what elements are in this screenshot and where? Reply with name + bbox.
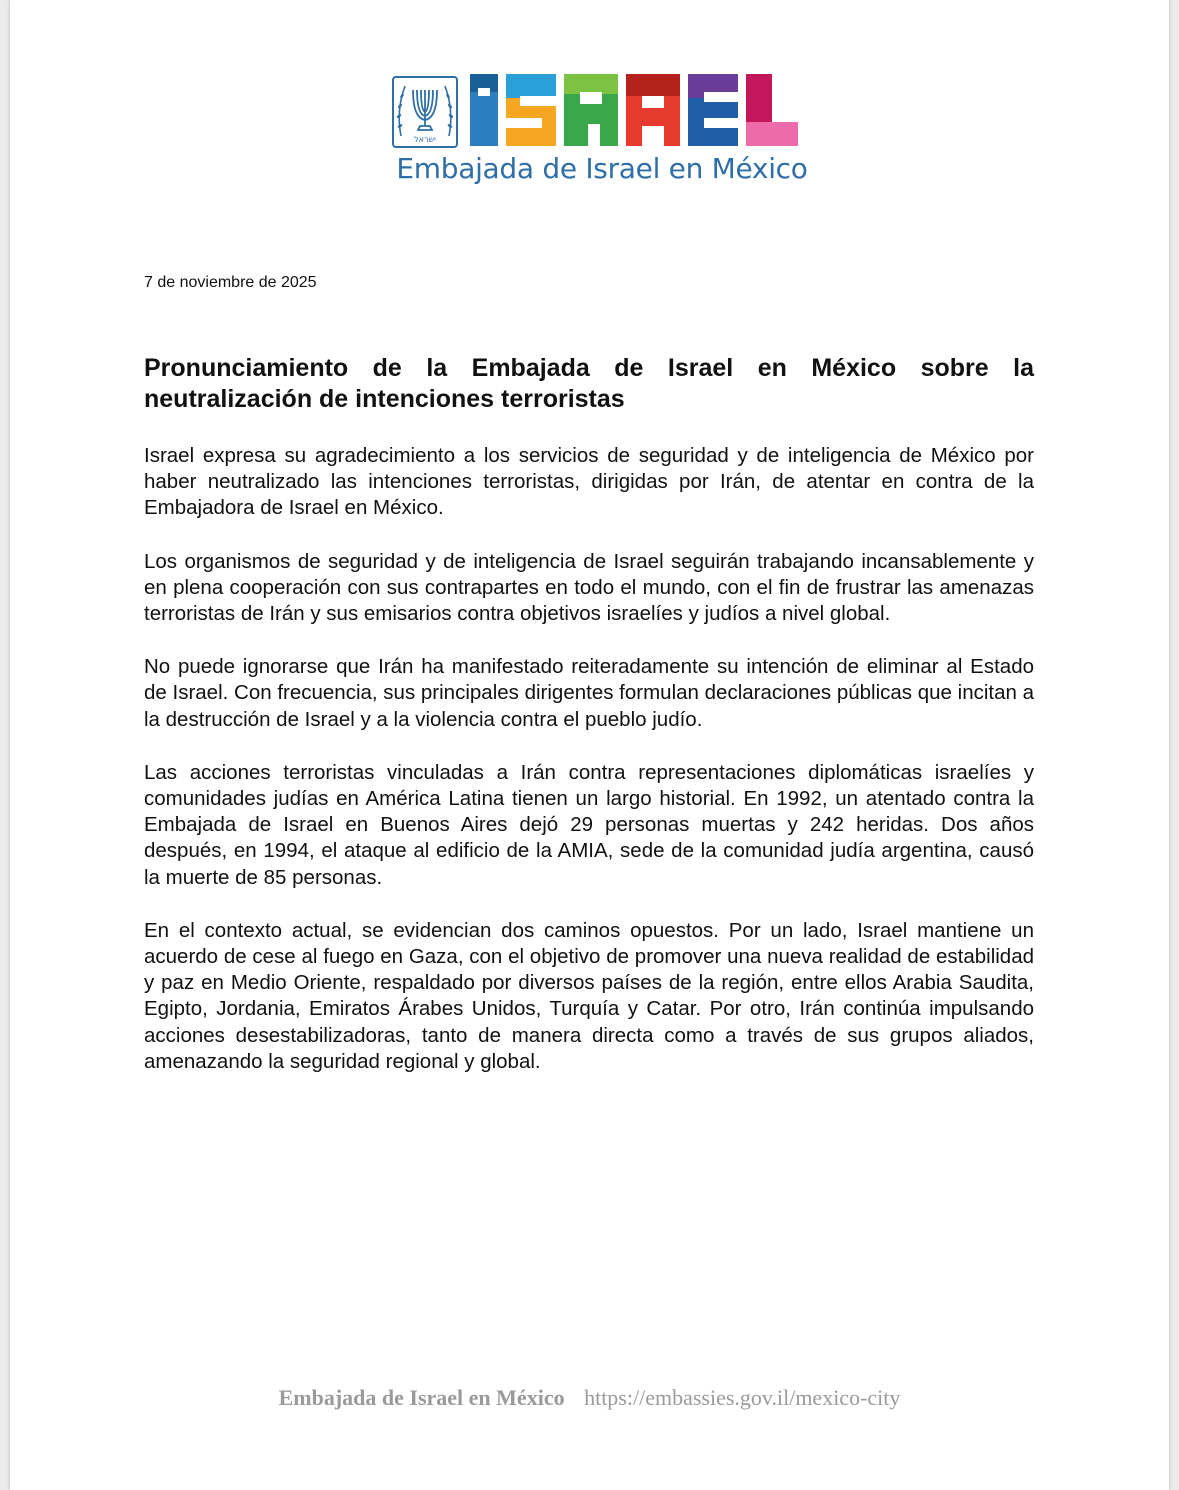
embassy-logo [392,74,812,194]
document-date: 7 de noviembre de 2025 [144,274,317,291]
svg-text:ישראל: ישראל [414,135,436,144]
document-title: Pronunciamiento de la Embajada de Israel en México sobre la neutralización de intenciones terroristas [144,354,1034,413]
document-body [144,443,1034,1102]
menorah-emblem-icon [392,76,458,148]
embassy-name: Embajada de Israel en México [396,152,808,185]
body-paragraph: En el contexto actual, se evidencian dos caminos opuestos. Por un lado, Israel mantiene un acuerdo de cese al fuego en Gaza, con el objetivo de promover una nueva realidad de estabilidad y paz en Medio Oriente, respaldado por diversos países de la región, entre ellos Arabia Saudita, Egipto, Jordania, Emiratos Árabes Unidos, Turquía y Catar. Por otro, Irán continúa impulsando acciones desestabilizadoras, tanto de manera directa como a través de sus grupos aliados, amenazando la seguridad regional y global. [144,918,1034,1073]
footer-name: Embajada de Israel en México [278,1385,565,1410]
body-paragraph: Las acciones terroristas vinculadas a Irán contra representaciones diplomáticas israelíes y comunidades judías en América Latina tienen un largo historial. En 1992, un atentado contra la Embajada de Israel en Buenos Aires dejó 29 personas muertas y 242 heridas. Dos años después, en 1994, el ataque al edificio de la AMIA, sede de la comunidad judía argentina, causó la muerte de 85 personas. [144,760,1034,889]
body-paragraph: Israel expresa su agradecimiento a los servicios de seguridad y de inteligencia de México por haber neutralizado las intenciones terroristas, dirigidas por Irán, de atentar en contra de la Embajadora de Israel en México. [144,444,1034,520]
israel-wordmark [470,74,800,146]
footer-url: https://embassies.gov.il/mexico-city [584,1385,901,1410]
body-paragraph: No puede ignorarse que Irán ha manifestado reiteradamente su intención de eliminar al Estado de Israel. Con frecuencia, sus principales dirigentes formulan declaraciones públicas que incitan a la destrucción de Israel y a la violencia contra el pueblo judío. [144,655,1034,731]
page-footer [10,1385,1169,1411]
body-paragraph: Los organismos de seguridad y de inteligencia de Israel seguirán trabajando incansablemente y en plena cooperación con sus contrapartes en todo el mundo, con el fin de frustrar las amenazas terroristas de Irán y sus emisarios contra objetivos israelíes y judíos a nivel global. [144,549,1034,626]
document-page [10,0,1169,1490]
